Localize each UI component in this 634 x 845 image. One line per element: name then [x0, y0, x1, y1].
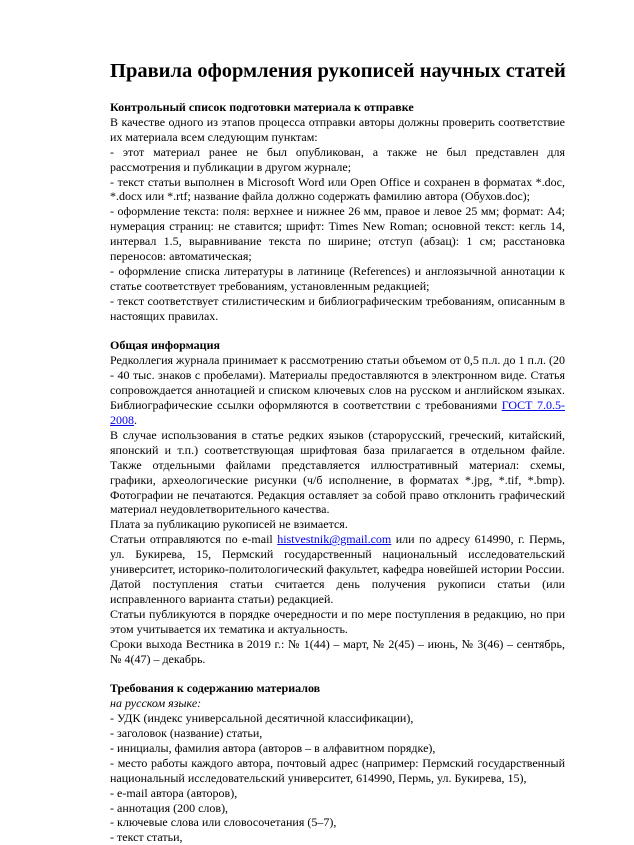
content-list-item: - ключевые слова или словосочетания (5–7), — [110, 815, 337, 830]
spacer — [110, 666, 565, 681]
checklist-paragraph: - оформление списка литературы в латинице (References) и англоязычной аннотации к статье соответствует требованиям, установленным редакцией; — [110, 263, 565, 293]
content-subheading: на русском языке: — [110, 696, 202, 711]
content-list-item: - УДК (индекс универсальной десятичной классификации), — [110, 711, 414, 726]
checklist-paragraph: - оформление текста: поля: верхнее и нижнее 26 мм, правое и левое 25 мм; формат: А4; нумерация страниц: не ставится; шрифт: Times New Roman; основной текст: кегль 14, интервал 1.5, выравнивание текста по ширине; отступ (абзац): 1 см; расстановка переносов: автоматическая; — [110, 204, 565, 264]
content-list-item: - текст статьи, — [110, 830, 183, 845]
checklist-paragraph: В качестве одного из этапов процесса отправки авторы должны проверить соответствие их материала всем следующим пунктам: — [110, 114, 565, 144]
general-paragraph: Сроки выхода Вестника в 2019 г.: № 1(44) – март, № 2(45) – июнь, № 3(46) – сентябрь, № 4(47) – декабрь. — [110, 636, 565, 666]
spacer — [110, 324, 565, 339]
general-text-end: . — [134, 413, 137, 428]
general-paragraph: Плата за публикацию рукописей не взимается. — [110, 517, 348, 532]
page-title: Правила оформления рукописей научных статей — [110, 60, 566, 82]
general-paragraph: В случае использования в статье редких языков (старорусский, греческий, китайский, японский и т.п.) соответствующая шрифтовая база прилагается в отдельном файле. Также отдельными файлами представляется иллюстративный материал: схемы, графики, археологические рисунки (ч/б исполнение, в форматах *.jpg, *.tif, *.bmp). Фотографии не печатаются. Редакция оставляет за собой право отклонить графический материал неудовлетворительного качества. — [110, 427, 565, 517]
content-list-item: - аннотация (200 слов), — [110, 800, 229, 815]
general-text: Редколлегия журнала принимает к рассмотрению статьи объемом от 0,5 п.л. до 1 п.л. (20 - 40 тыс. знаков с пробелами). Материалы предоставляются в электронном виде. Статья сопровождается аннотацией и списком ключевых слов на русском и английском языках. Библиографические ссылки оформляются в соответствии с требованиями — [110, 353, 565, 413]
general-paragraph — [110, 353, 565, 428]
checklist-paragraph: - этот материал ранее не был опубликован, а также не был представлен для рассмотрения и публикации в другом журнале; — [110, 144, 565, 174]
gost-link[interactable]: ГОСТ 7.0.5-2008 — [110, 398, 565, 428]
content-list-item: - инициалы, фамилия автора (авторов – в алфавитном порядке), — [110, 740, 436, 755]
content-list-item: - заголовок (название) статьи, — [110, 726, 263, 741]
email-link[interactable]: histvestnik@gmail.com — [277, 532, 392, 547]
document-page — [110, 58, 565, 845]
checklist-heading: Контрольный список подготовки материала к отправке — [110, 100, 414, 114]
content-heading: Требования к содержанию материалов — [110, 681, 321, 696]
general-paragraph: Датой поступления статьи считается день получения рукописи статьи (или исправленного варианта статьи) редакцией. — [110, 576, 565, 606]
general-text-end: или по адресу 614990, г. Пермь, ул. Букирева, 15, Пермский государственный национальный исследовательский университет, историко-политологический факультет, кафедра новейшей истории России. — [110, 532, 565, 577]
content-list-item: - место работы каждого автора, почтовый адрес (например: Пермский государственный национальный исследовательский университет, 614990, Пермь, ул. Букирева, 15), — [110, 755, 565, 785]
general-text: Статьи отправляются по e-mail — [110, 532, 278, 547]
content-list-item: - e-mail автора (авторов), — [110, 785, 238, 800]
checklist-paragraph: - текст соответствует стилистическим и библиографическим требованиям, описанным в настоящих правилах. — [110, 293, 565, 323]
general-paragraph: Статьи публикуются в порядке очередности и по мере поступления в редакцию, но при этом учитывается их тематика и актуальность. — [110, 606, 565, 636]
general-paragraph — [110, 532, 565, 577]
checklist-paragraph: - текст статьи выполнен в Microsoft Word или Open Office и сохранен в форматах *.doc, *.docx или *.rtf; название файла должно содержать фамилию автора (Обухов.doc); — [110, 174, 565, 204]
general-heading: Общая информация — [110, 338, 220, 353]
